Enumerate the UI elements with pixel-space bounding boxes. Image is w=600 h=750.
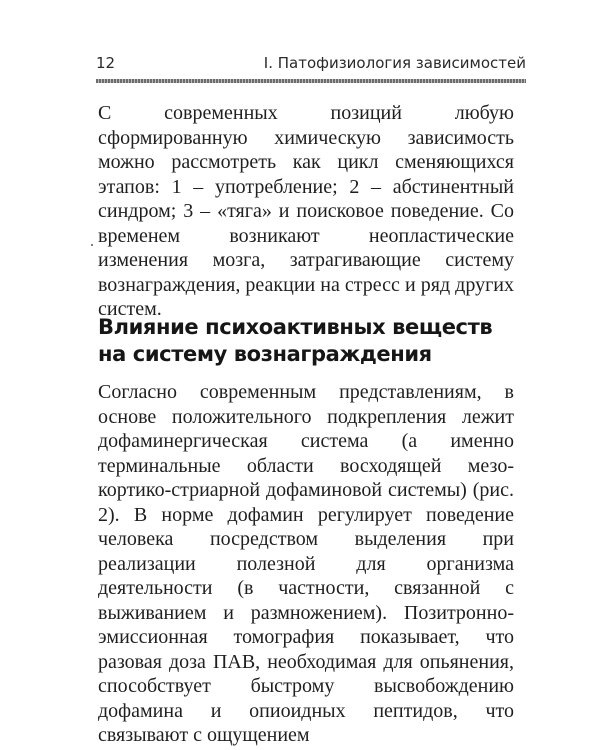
page-number: 12 [96, 54, 116, 72]
header-rule [96, 79, 526, 83]
body-paragraph: Согласно современным представлениям, в основе положительного подкрепления лежит дофаминергическая система (а именно терминальные области восходящей мезо-кортико-стриарной дофаминовой системы) (рис. 2). В норме дофамин регулирует поведение человека посредством выделения при реализации полезной для организма деятельности (в частности, связанной с выживанием и размножением). Позитронно-эмиссионная томография показывает, что разовая доза ПАВ, необходимая для опьянения, способствует быстрому высвобождению дофамина и опиоидных пептидов, что связывают с ощущением [98, 381, 514, 746]
section-heading-line: на систему вознаграждения [98, 342, 432, 366]
section-heading [98, 314, 518, 368]
chapter-title: I. Патофизиология зависимостей [263, 54, 526, 72]
body-paragraph: С современных позиций любую сформированную химическую зависимость можно рассмотреть как цикл сменяющихся этапов: 1 – употребление; 2 – абстинентный синдром; 3 – «тяга» и поисковое поведение. Со временем возникают неопластические изменения мозга, затрагивающие систему вознаграждения, реакции на стресс и ряд других систем. [98, 102, 514, 320]
print-speck [91, 244, 93, 246]
section-heading-line: Влияние психоактивных веществ [98, 315, 493, 339]
running-head [96, 52, 526, 78]
